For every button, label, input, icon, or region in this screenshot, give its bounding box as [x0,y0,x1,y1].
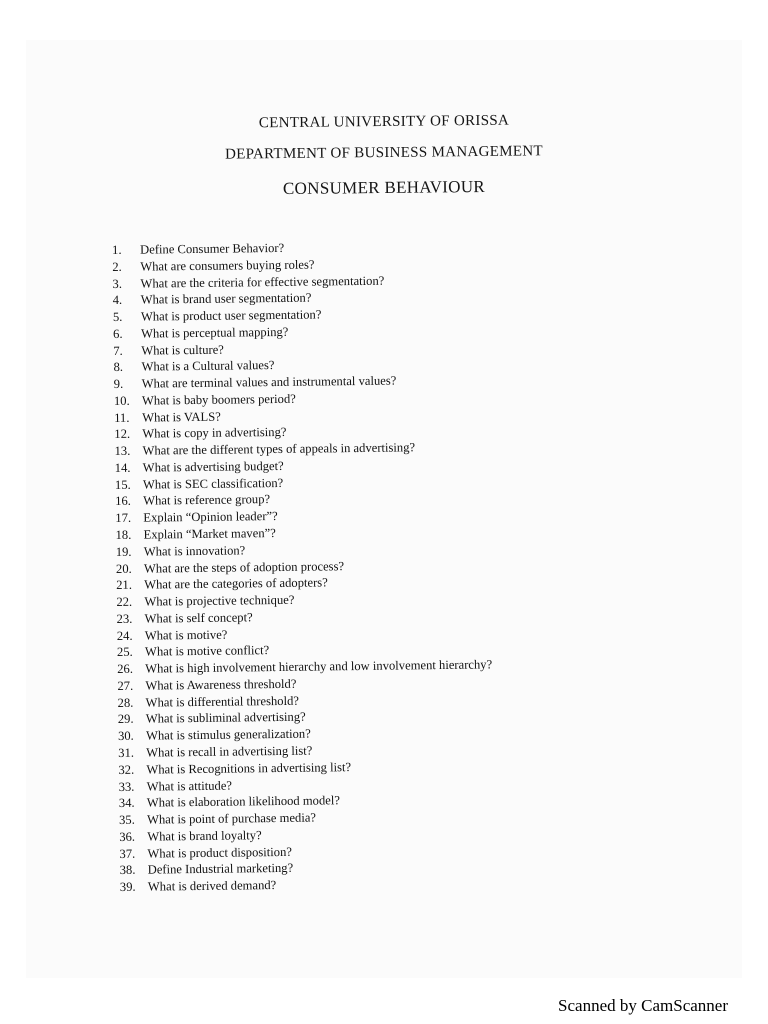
question-text: What is Recognitions in advertising list? [146,759,352,777]
question-text: What is elaboration likelihood model? [146,793,340,810]
question-text: What are terminal values and instrumental values? [141,373,397,391]
question-text: What are the steps of adoption process? [143,558,345,576]
question-number: 27. [117,678,134,693]
question-text: What are the criteria for effective segmentation? [140,273,385,291]
question-text: What is stimulus generalization? [145,726,311,743]
question-number: 18. [115,527,132,542]
question-number: 19. [115,544,132,559]
question-number: 11. [114,410,130,425]
question-text: What is culture? [141,342,224,358]
question-number: 10. [113,393,130,408]
question-text: What is reference group? [143,492,271,509]
question-number: 8. [113,360,124,375]
question-text: What is subliminal advertising? [145,710,306,727]
question-text: What is baby boomers period? [141,391,296,408]
question-text: What is brand loyalty? [147,828,262,844]
question-text: What is product user segmentation? [140,307,322,324]
question-number: 13. [114,443,131,459]
question-text: What is brand user segmentation? [140,290,312,307]
question-number: 22. [116,594,133,610]
course-title: CONSUMER BEHAVIOUR [282,176,486,199]
question-number: 21. [116,578,133,593]
question-number: 17. [115,511,132,526]
question-number: 33. [118,779,135,794]
question-number: 28. [117,695,134,710]
question-text: What is motive? [144,627,228,643]
question-number: 23. [116,611,133,626]
question-text: Define Consumer Behavior? [140,240,285,257]
question-number: 14. [114,460,131,475]
question-text: What is self concept? [144,610,253,626]
question-number: 39. [119,879,136,895]
question-text: What is attitude? [146,778,233,794]
question-text: What are the categories of adopters? [144,575,328,592]
question-text: What is VALS? [142,409,221,425]
question-number: 26. [117,661,134,677]
question-number: 7. [113,343,123,358]
question-text: What is recall in advertising list? [146,743,313,760]
question-list [112,237,560,896]
question-number: 36. [119,829,136,844]
question-text: What is differential threshold? [145,693,299,710]
question-text: What is advertising budget? [142,458,284,475]
question-text: What is innovation? [143,543,246,559]
question-number: 34. [118,796,135,811]
question-number: 24. [116,628,133,643]
question-number: 29. [117,712,134,727]
question-number: 15. [114,477,131,492]
question-number: 37. [119,846,136,861]
question-text: What is copy in advertising? [142,425,287,442]
question-text: What is high involvement hierarchy and low involvement hierarchy? [145,657,493,676]
department-title: DEPARTMENT OF BUSINESS MANAGEMENT [225,143,543,163]
question-number: 38. [119,863,136,878]
question-number: 6. [113,326,123,341]
question-number: 1. [112,242,122,257]
scanner-watermark: Scanned by CamScanner [558,996,728,1015]
question-number: 9. [113,376,124,392]
question-text: What is derived demand? [147,878,277,894]
question-text: What is point of purchase media? [146,810,317,827]
question-number: 3. [112,276,123,291]
question-text: What is motive conflict? [144,643,270,660]
question-text: What is Awareness threshold? [145,676,297,693]
question-number: 31. [118,745,135,760]
question-text: What is projective technique? [144,592,295,609]
question-number: 20. [115,561,132,576]
question-number: 30. [117,728,134,744]
question-text: What is a Cultural values? [141,358,275,375]
question-number: 32. [118,762,135,777]
question-text: What are the different types of appeals in advertising? [142,440,416,458]
question-text: Explain “Market maven”? [143,526,276,542]
question-text: What are consumers buying roles? [140,257,315,274]
question-text: What is SEC classification? [142,475,284,492]
question-number: 16. [115,494,132,509]
question-text: Explain “Opinion leader”? [143,509,278,525]
question-text: What is perceptual mapping? [141,324,289,341]
question-text: Define Industrial marketing? [147,861,294,877]
question-number: 25. [116,645,133,660]
question-number: 35. [118,812,135,827]
university-title: CENTRAL UNIVERSITY OF ORISSA [258,112,510,132]
question-number: 5. [112,309,123,325]
question-number: 4. [112,293,123,308]
question-text: What is product disposition? [147,844,293,861]
question-number: 12. [114,427,131,442]
question-number: 2. [112,259,122,274]
